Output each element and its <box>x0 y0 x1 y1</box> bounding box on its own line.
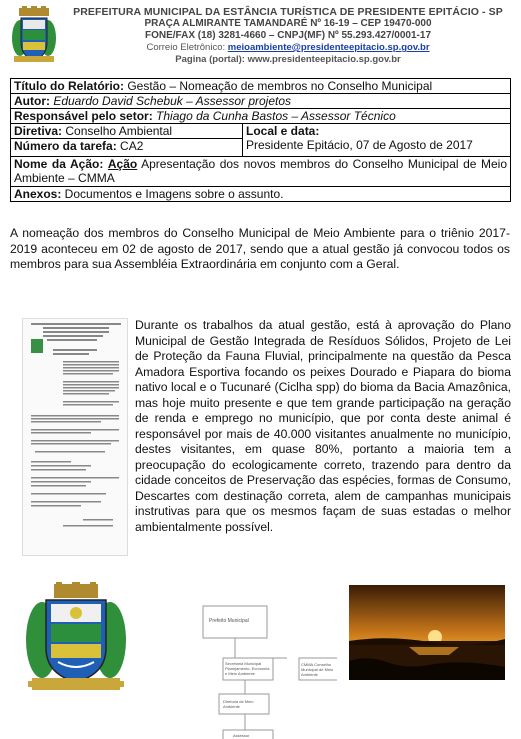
report-place-cell <box>243 124 511 157</box>
place-label: Local e data: <box>246 124 320 138</box>
report-info-table <box>10 78 511 202</box>
action-word: Ação <box>107 157 138 171</box>
body-paragraph: Durante os trabalhos da atual gestão, está à aprovação do Plano Municipal de Gestão Integrada de Resíduos Sólidos, Projeto de Lei de Proteção da Fauna Fluvial, principalmente na questão da Pesca Amadora Esportiva focando os peixes Dourado e Piapara do bioma nativo local e o Tucunaré (Ciclha spp) do bioma da Bacia Amazônica, mas hoje muito presente e que tem grande participação na geração de renda e emprego no município, que por conta deste animal é responsável por mais de 40.000 visitantes anualmente no município, destes visitantes, em quase 80%, portanto a maioria tem a preocupação do ecologicamente correto, trazendo para dentro da cidade conceitos de Preservação das espécies, formas de Consumo, Descartes com destinação correta, alem de campanhas municipais instrutivas para que os mesmos façam de suas estadas o melhor ambientalmente possível. <box>135 318 511 534</box>
report-task-cell <box>11 139 243 157</box>
letterhead <box>60 6 516 66</box>
author-label: Autor: <box>14 94 50 108</box>
responsible-value: Thiago da Cunha Bastos – Assessor Técnico <box>152 109 396 123</box>
decree-document-image <box>22 318 128 556</box>
report-author-cell <box>11 94 511 109</box>
attachments-label: Anexos: <box>14 187 62 201</box>
header-line-1: PREFEITURA MUNICIPAL DA ESTÂNCIA TURÍSTICA DE PRESIDENTE EPITÁCIO - SP <box>73 6 503 18</box>
email-link[interactable]: meioambiente@presidenteepitacio.sp.gov.br <box>227 42 430 53</box>
report-directive-cell <box>11 124 243 139</box>
directive-value: Conselho Ambiental <box>62 124 173 138</box>
org-box-secretariat: Secretaria Municipal Planejamento, Economia e Meio Ambiente <box>225 661 270 676</box>
directive-label: Diretiva: <box>14 124 63 138</box>
title-label: Título do Relatório: <box>14 79 124 93</box>
org-chart-image <box>197 602 337 739</box>
responsible-label: Responsável pelo setor: <box>14 109 153 123</box>
header-portal-line: Pagina (portal): www.presidenteepitacio.sp.gov.br <box>175 54 401 65</box>
org-box-cmma: CMMA Conselho Municipal de Meio Ambiente <box>301 662 334 677</box>
org-box-advisor: Assessor <box>233 733 250 738</box>
report-action-cell <box>11 157 511 187</box>
report-attachments-cell <box>11 187 511 202</box>
author-value: Eduardo David Schebuk – Assessor projetos <box>50 94 292 108</box>
attachments-value: Documentos e Imagens sobre o assunto. <box>61 187 284 201</box>
report-title-cell <box>11 79 511 94</box>
municipal-crest-logo <box>11 6 57 66</box>
action-value: Apresentação dos novos membros do Conselho Municipal de Meio Ambiente – CMMA <box>14 157 507 185</box>
org-box-directorate: Diretoria de Meio Ambiente <box>223 699 254 709</box>
river-sunset-photo <box>349 585 505 680</box>
task-value: CA2 <box>116 139 144 153</box>
title-value: Gestão – Nomeação de membros no Conselho Municipal <box>124 79 433 93</box>
municipal-coat-of-arms-image <box>24 582 128 694</box>
action-label: Nome da Ação: <box>14 157 104 171</box>
decree-text-lines-image <box>23 319 127 555</box>
place-value: Presidente Epitácio, 07 de Agosto de 2017 <box>246 138 473 152</box>
email-label: Correio Eletrônico: <box>146 42 228 53</box>
header-line-3: FONE/FAX (18) 3281-4660 – CNPJ(MF) Nº 55.293.427/0001-17 <box>144 30 431 41</box>
header-email-line <box>60 42 516 54</box>
task-label: Número da tarefa: <box>14 139 117 153</box>
report-responsible-cell <box>11 109 511 124</box>
header-line-2: PRAÇA ALMIRANTE TAMANDARÉ Nº 16-19 – CEP 19470-000 <box>144 18 432 29</box>
intro-paragraph: A nomeação dos membros do Conselho Municipal de Meio Ambiente para o triênio 2017-2019 aconteceu em 02 de agosto de 2017, sendo que a atual gestão já convocou todos os membros para sua Assembléia Extraordinária em conjunto com a Geral. <box>10 226 510 271</box>
org-box-mayor: Prefeito Municipal <box>209 618 249 624</box>
